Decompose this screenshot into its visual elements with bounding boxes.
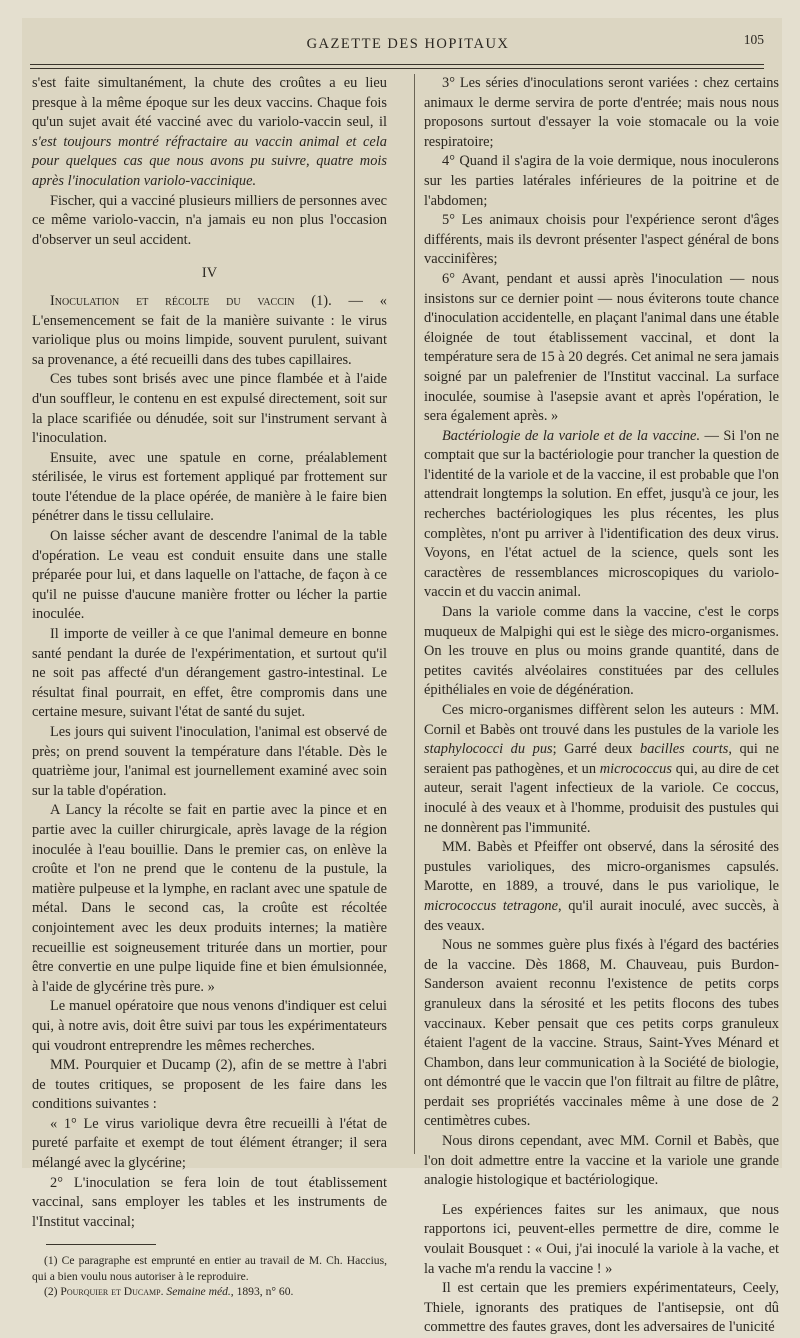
paragraph: Dans la variole comme dans la vaccine, c'est le corps muqueux de Malpighi qui est le siège des micro-organismes. On les trouve en plus ou moins grande quantité, dans de petites cavités alvéolaires constituées par des cellules épithéliales en voie de dégénération.	[424, 604, 779, 699]
header-rule	[30, 64, 764, 65]
section-number: IV	[201, 265, 218, 282]
footnote: (1) Ce paragraphe est emprunté en entier au travail de M. Ch. Haccius, qui a bien voulu nous autoriser à le reproduire.	[32, 1254, 387, 1283]
paragraph: 2° L'inoculation se fera loin de tout établissement vaccinal, sans employer les tables et les instruments de l'Institut vaccinal;	[32, 1174, 387, 1230]
paragraph: Il est certain que les premiers expérimentateurs, Ceely, Thiele, ignorants des pratiques de l'antisepsie, ont dû commettre des fautes graves, dont les adversaires de l'unicité	[424, 1280, 779, 1336]
paragraph: 6° Avant, pendant et aussi après l'inoculation — nous insistons sur ce dernier point — nous éviterons toute chance d'inoculation accidentelle, en plaçant l'animal dans une étable éloignée de tout établissement vaccinal, et dont la température sera de 15 à 20 degrés. Cet animal ne sera jamais soigné par un palefrenier de l'Institut vaccinal. La surface inoculée, soumise à l'asepsie avant et après l'opération, le sera également après. »	[424, 270, 779, 425]
paragraph: MM. Pourquier et Ducamp (2), afin de se mettre à l'abri de toutes critiques, se proposent de les faire dans les conditions suivantes :	[32, 1057, 387, 1113]
running-title: GAZETTE DES HOPITAUX	[306, 36, 510, 52]
paragraph: On laisse sécher avant de descendre l'animal de la table d'opération. Le veau est conduit ensuite dans une stalle préparée pour lui, et dans laquelle on l'attache, de façon à ce qu'il ne puisse d'aucune manière frotter ou lécher la partie inoculée.	[32, 528, 387, 623]
page-header	[52, 26, 764, 66]
paragraph: A Lancy la récolte se fait en partie avec la pince et en partie avec la cuiller chirurgicale, après lavage de la région inoculée à l'eau bouillie. Dans le premier cas, on enlève la croûte et l'on ne prend que le contenu de la pustule, la matière pulpeuse et la lymphe, en raclant avec une spatule de métal. Dans le second cas, la croûte est récoltée conjointement avec les deux produits internes; la matière recueillie est soigneusement triturée dans un mortier, pour être convertie en une pulpe liquide fine et bien émulsionnée, à l'aide de glycérine très pure. »	[32, 802, 387, 995]
paragraph: Bactériologie de la variole et de la vaccine. — Si l'on ne comptait que sur la bactériologie pour trancher la question de l'identité de la variole et de la vaccine, il est probable que l'on attendrait longtemps la solution. En effet, jusqu'à ce jour, les recherches bactériologiques les plus récentes, les plus complètes, n'ont pu arriver à l'identification des deux virus. Voyons, en l'état actuel de la science, quels sont les caractères de ressemblances microscopiques du variolo-vaccin et du vaccin animal.	[424, 427, 779, 601]
paragraph: Fischer, qui a vacciné plusieurs milliers de personnes avec ce même variolo-vaccin, n'a jamais eu non plus l'occasion d'observer un seul accident.	[32, 192, 387, 248]
section-heading: Bactériologie de la variole et de la vaccine.	[442, 427, 701, 444]
header-rule-thin	[30, 68, 764, 69]
paragraph: Il importe de veiller à ce que l'animal demeure en bonne santé pendant la durée de l'expérimentation, et surtout qu'il ne soit pas affecté d'un dérangement gastro-intestinal. Le résultat final pourrait, en effet, être compromis dans une certaine mesure, suivant l'état de santé du sujet.	[32, 626, 387, 721]
paragraph: Ensuite, avec une spatule en corne, préalablement stérilisée, le virus est fortement appliqué par frottement sur toute l'étendue de la place opérée, de manière à le faire bien pénétrer dans le tissu cellulaire.	[32, 449, 387, 525]
page-number: 105	[743, 32, 764, 47]
paragraph: Ces micro-organismes diffèrent selon les auteurs : MM. Cornil et Babès ont trouvé dans les pustules de la variole les staphylococci du pus; Garré deux bacilles courts, qui ne seraient pas pathogènes, et un micrococcus qui, au dire de cet auteur, serait l'agent infectieux de la variole. Ce coccus, inoculé à des veaux et à l'homme, produisit des pustules qui ne donnèrent pas l'immunité.	[424, 702, 779, 836]
footnotes	[32, 1253, 387, 1300]
paragraph: 4° Quand il s'agira de la voie dermique, nous inoculerons sur les parties latérales inférieures de la poitrine et de l'abdomen;	[424, 153, 779, 209]
footnote: (2) Pourquier et Ducamp. Semaine méd., 1893, n° 60.	[44, 1285, 294, 1299]
left-column	[32, 74, 387, 1300]
paragraph: Ces tubes sont brisés avec une pince flambée et à l'aide d'un souffleur, le contenu en est expulsé directement, soit sur la place scarifiée ou dénudée, soit sur l'instrument servant à l'inoculation.	[32, 371, 387, 447]
paragraph: Le manuel opératoire que nous venons d'indiquer est celui qui, à notre avis, doit être suivi par tous les expérimentateurs qui voudront entreprendre les mêmes recherches.	[32, 998, 387, 1054]
paragraph: s'est faite simultanément, la chute des croûtes a eu lieu presque à la même époque sur les deux vaccins. Chaque fois qu'un sujet avait été vacciné avec du variolo-vaccin seul, il s'est toujours montré réfractaire au vaccin animal et cela pour quelques cas que nous avons pu suivre, quatre mois après l'inoculation variolo-vaccinique.	[32, 75, 387, 189]
paragraph: Les expériences faites sur les animaux, que nous rapportons ici, peuvent-elles permettre de dire, comme le voulait Bousquet : « Oui, j'ai inoculé la variole à la vache, et la vache m'a rendu la vaccine ! »	[424, 1201, 779, 1277]
paragraph: 3° Les séries d'inoculations seront variées : chez certains animaux le derme servira de porte d'entrée; mais nous nous proposons surtout d'essayer la voie stomacale ou la voie respiratoire;	[424, 75, 779, 150]
footnote-rule	[46, 1244, 156, 1245]
paragraph: Nous ne sommes guère plus fixés à l'égard des bactéries de la vaccine. Dès 1868, M. Chauveau, puis Burdon-Sanderson avaient reconnu l'existence de petits corps granuleux dans la sérosité et les petits flocons des tubes vaccinaux. Keber pensait que ces petits corps granuleux étaient l'agent de la vaccine. Straus, Saint-Yves Ménard et Chambon, dans leur communication à la Société de biologie, ont démontré que le vaccin que l'on filtrait au filtre de plâtre, perdait ses propriétés vaccinales même à une dose de 2 centimètres cubes.	[424, 937, 779, 1130]
paragraph: « 1° Le virus variolique devra être recueilli à l'état de pureté parfaite et exempt de tout élément étranger; il sera mélangé avec la glycérine;	[32, 1115, 387, 1172]
paragraph: 5° Les animaux choisis pour l'expérience seront d'âges différents, mais ils devront présenter l'aspect général de bons vaccinifères;	[424, 212, 779, 268]
newspaper-page	[22, 18, 782, 1336]
paragraph: Nous dirons cependant, avec MM. Cornil et Babès, que l'on doit admettre entre la vaccine et la variole une grande analogie histologique et bactériologique.	[424, 1133, 779, 1189]
right-column	[424, 74, 779, 1338]
section-heading: Inoculation et récolte du vaccin	[50, 292, 295, 309]
paragraph: Inoculation et récolte du vaccin (1). — « L'ensemencement se fait de la manière suivante : le virus variolique plus ou moins limpide, souvent purulent, suivant sa provenance, a été recueilli dans des tubes capillaires.	[32, 292, 387, 368]
paragraph: Les jours qui suivent l'inoculation, l'animal est observé de près; on prend souvent la température dans l'étable. Dès le quatrième jour, l'animal est journellement examiné avec soin sur la table d'opération.	[32, 724, 387, 799]
paragraph: MM. Babès et Pfeiffer ont observé, dans la sérosité des pustules varioliques, des micro-organismes capsulés. Marotte, en 1889, a trouvé, dans le pus variolique, le micrococcus tetragone, qu'il aurait inoculé, avec succès, à des veaux.	[424, 839, 779, 934]
column-divider	[414, 74, 415, 1154]
